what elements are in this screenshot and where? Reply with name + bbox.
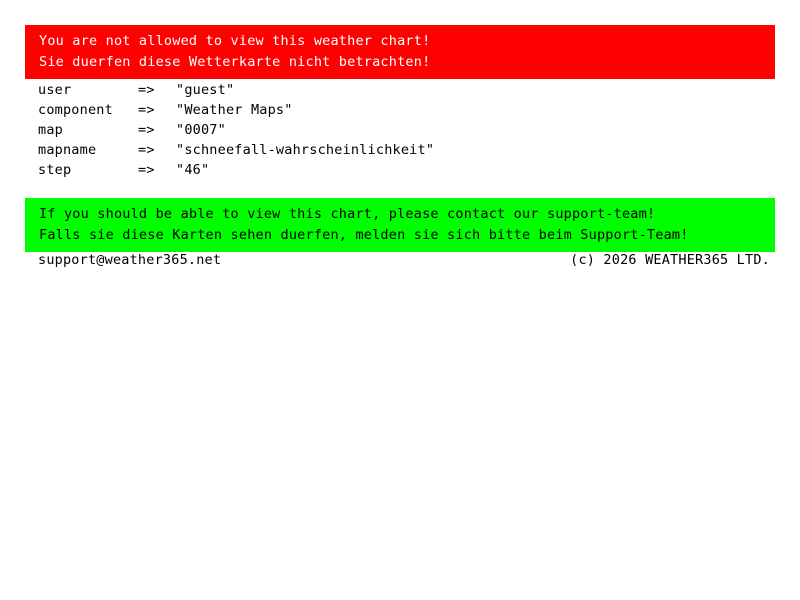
parameter-value: "guest" xyxy=(176,82,235,98)
parameter-arrow: => xyxy=(138,162,155,178)
parameter-key: component xyxy=(38,102,113,118)
parameter-row-component xyxy=(38,100,434,120)
parameter-key: map xyxy=(38,122,63,138)
parameter-row-step xyxy=(38,160,434,180)
support-email-link[interactable]: support@weather365.net xyxy=(38,252,222,268)
parameter-value: "0007" xyxy=(176,122,226,138)
error-banner-line-de: Sie duerfen diese Wetterkarte nicht betrachten! xyxy=(39,54,431,70)
error-banner-line-en: You are not allowed to view this weather chart! xyxy=(39,33,431,49)
parameter-key: user xyxy=(38,82,72,98)
parameter-row-map xyxy=(38,120,434,140)
parameter-key: step xyxy=(38,162,72,178)
parameter-arrow: => xyxy=(138,82,155,98)
parameter-value: "Weather Maps" xyxy=(176,102,293,118)
info-banner-line-en: If you should be able to view this chart, please contact our support-team! xyxy=(39,206,656,222)
parameter-value: "schneefall-wahrscheinlichkeit" xyxy=(176,142,435,158)
copyright-notice: (c) 2026 WEATHER365 LTD. xyxy=(570,252,770,268)
parameter-arrow: => xyxy=(138,102,155,118)
footer xyxy=(38,250,770,270)
parameter-list xyxy=(38,80,434,180)
info-banner-line-de: Falls sie diese Karten sehen duerfen, melden sie sich bitte beim Support-Team! xyxy=(39,227,689,243)
error-banner xyxy=(25,25,775,79)
parameter-value: "46" xyxy=(176,162,210,178)
parameter-arrow: => xyxy=(138,142,155,158)
parameter-key: mapname xyxy=(38,142,97,158)
parameter-arrow: => xyxy=(138,122,155,138)
info-banner xyxy=(25,198,775,252)
parameter-row-user xyxy=(38,80,434,100)
parameter-row-mapname xyxy=(38,140,434,160)
